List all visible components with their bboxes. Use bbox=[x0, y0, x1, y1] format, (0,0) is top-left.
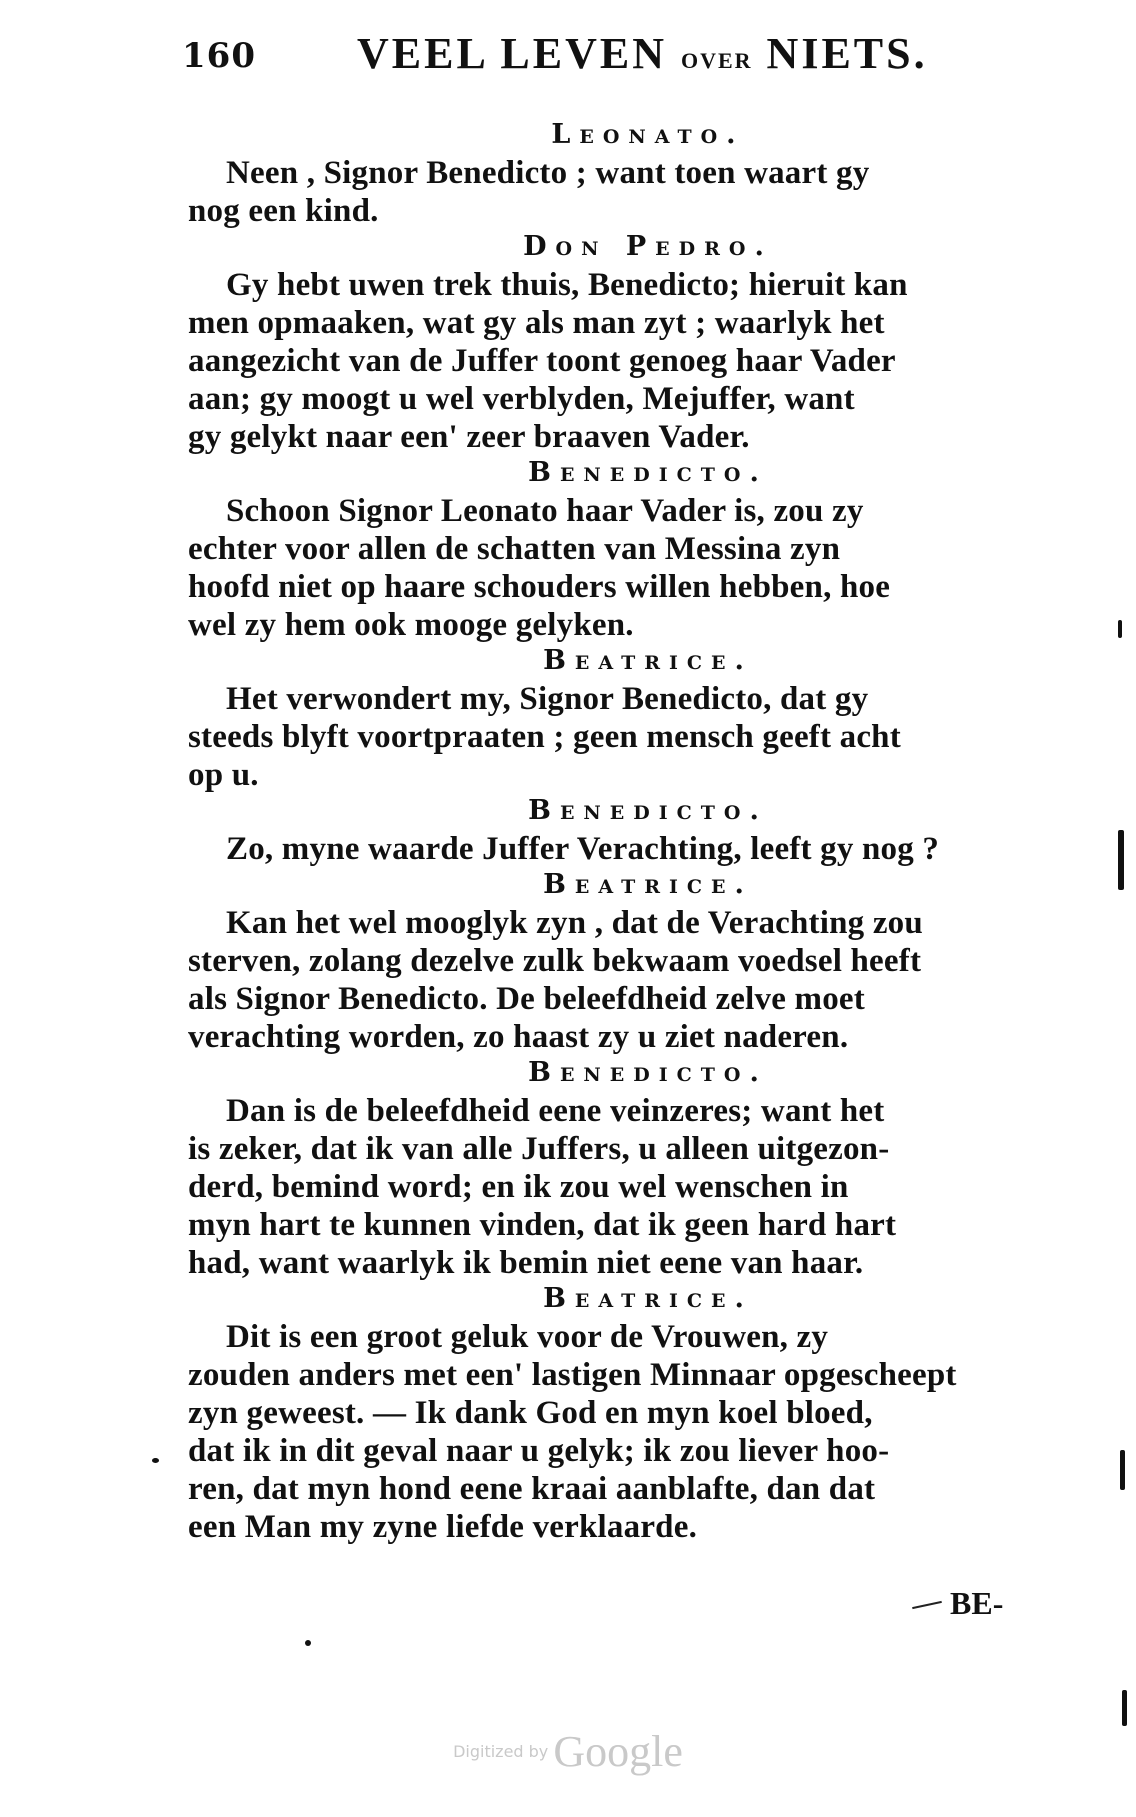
speaker-heading: Benedicto. bbox=[528, 457, 768, 488]
running-title-part1: VEEL LEVEN bbox=[357, 29, 681, 78]
speaker-heading: Beatrice. bbox=[543, 645, 753, 676]
speaker-heading: Beatrice. bbox=[543, 1283, 753, 1314]
dialogue-line: een Man my zyne liefde verklaarde. bbox=[188, 1509, 698, 1545]
edge-mark bbox=[1118, 830, 1124, 890]
speaker-heading: Benedicto. bbox=[528, 1057, 768, 1088]
running-title-part2: OVER bbox=[680, 48, 753, 73]
dialogue-line: Kan het wel mooglyk zyn , dat de Verachting zou bbox=[226, 905, 923, 941]
running-title-part3: NIETS. bbox=[752, 29, 928, 78]
ink-speck bbox=[305, 1640, 311, 1646]
dialogue-line: hoofd niet op haare schouders willen hebben, hoe bbox=[188, 569, 891, 605]
dialogue-line: Het verwondert my, Signor Benedicto, dat gy bbox=[226, 681, 869, 717]
dialogue-line: steeds blyft voortpraaten ; geen mensch geeft acht bbox=[188, 719, 901, 755]
play-text bbox=[188, 118, 1038, 1546]
speaker-heading: Benedicto. bbox=[528, 795, 768, 826]
running-title bbox=[357, 28, 928, 79]
dialogue-line: Dan is de beleefdheid eene veinzeres; want het bbox=[226, 1093, 885, 1129]
dialogue-line: aangezicht van de Juffer toont genoeg haar Vader bbox=[188, 343, 896, 379]
edge-mark bbox=[1122, 1690, 1127, 1726]
dialogue-line: derd, bemind word; en ik zou wel wenschen in bbox=[188, 1169, 849, 1205]
dialogue-line: nog een kind. bbox=[188, 193, 379, 229]
ink-speck bbox=[152, 1458, 159, 1463]
dialogue-line: aan; gy moogt u wel verblyden, Mejuffer, want bbox=[188, 381, 855, 417]
page-header bbox=[182, 28, 928, 84]
dialogue-line: dat ik in dit geval naar u gelyk; ik zou liever hoo- bbox=[188, 1433, 890, 1469]
dialogue-line: men opmaaken, wat gy als man zyt ; waarlyk het bbox=[188, 305, 885, 341]
speaker-heading: Leonato. bbox=[551, 119, 745, 150]
dialogue-line: als Signor Benedicto. De beleefdheid zelve moet bbox=[188, 981, 865, 1017]
dialogue-line: wel zy hem ook mooge gelyken. bbox=[188, 607, 634, 643]
digitized-watermark bbox=[0, 1726, 1136, 1777]
dialogue-line: gy gelykt naar een' zeer braaven Vader. bbox=[188, 419, 750, 455]
catchword-dash bbox=[912, 1601, 942, 1609]
dialogue-line: Gy hebt uwen trek thuis, Benedicto; hieruit kan bbox=[226, 267, 908, 303]
dialogue-line: zouden anders met een' lastigen Minnaar opgescheept bbox=[188, 1357, 957, 1393]
edge-mark bbox=[1120, 1450, 1125, 1490]
dialogue-line: Schoon Signor Leonato haar Vader is, zou zy bbox=[226, 493, 864, 529]
dialogue-line: Dit is een groot geluk voor de Vrouwen, zy bbox=[226, 1319, 829, 1355]
dialogue-line: Neen , Signor Benedicto ; want toen waart gy bbox=[226, 155, 870, 191]
speaker-heading: Beatrice. bbox=[543, 869, 753, 900]
dialogue-line: echter voor allen de schatten van Messina zyn bbox=[188, 531, 841, 567]
edge-mark bbox=[1118, 620, 1122, 638]
page-number: 160 bbox=[182, 36, 256, 76]
watermark-brand: Google bbox=[553, 1727, 683, 1776]
watermark-prefix: Digitized by bbox=[453, 1742, 549, 1761]
dialogue-line: op u. bbox=[188, 757, 259, 793]
dialogue-line: zyn geweest. — Ik dank God en myn koel bloed, bbox=[188, 1395, 873, 1431]
dialogue-line: is zeker, dat ik van alle Juffers, u alleen uitgezon- bbox=[188, 1131, 890, 1167]
dialogue-line: Zo, myne waarde Juffer Verachting, leeft gy nog ? bbox=[226, 831, 940, 867]
catchword: BE- bbox=[950, 1585, 1004, 1621]
dialogue-line: had, want waarlyk ik bemin niet eene van haar. bbox=[188, 1245, 864, 1281]
speaker-heading: Don Pedro. bbox=[523, 231, 773, 262]
dialogue-line: verachting worden, zo haast zy u ziet naderen. bbox=[188, 1019, 849, 1055]
dialogue-line: ren, dat myn hond eene kraai aanblafte, dan dat bbox=[188, 1471, 876, 1507]
dialogue-line: myn hart te kunnen vinden, dat ik geen hard hart bbox=[188, 1207, 897, 1243]
dialogue-line: sterven, zolang dezelve zulk bekwaam voedsel heeft bbox=[188, 943, 922, 979]
